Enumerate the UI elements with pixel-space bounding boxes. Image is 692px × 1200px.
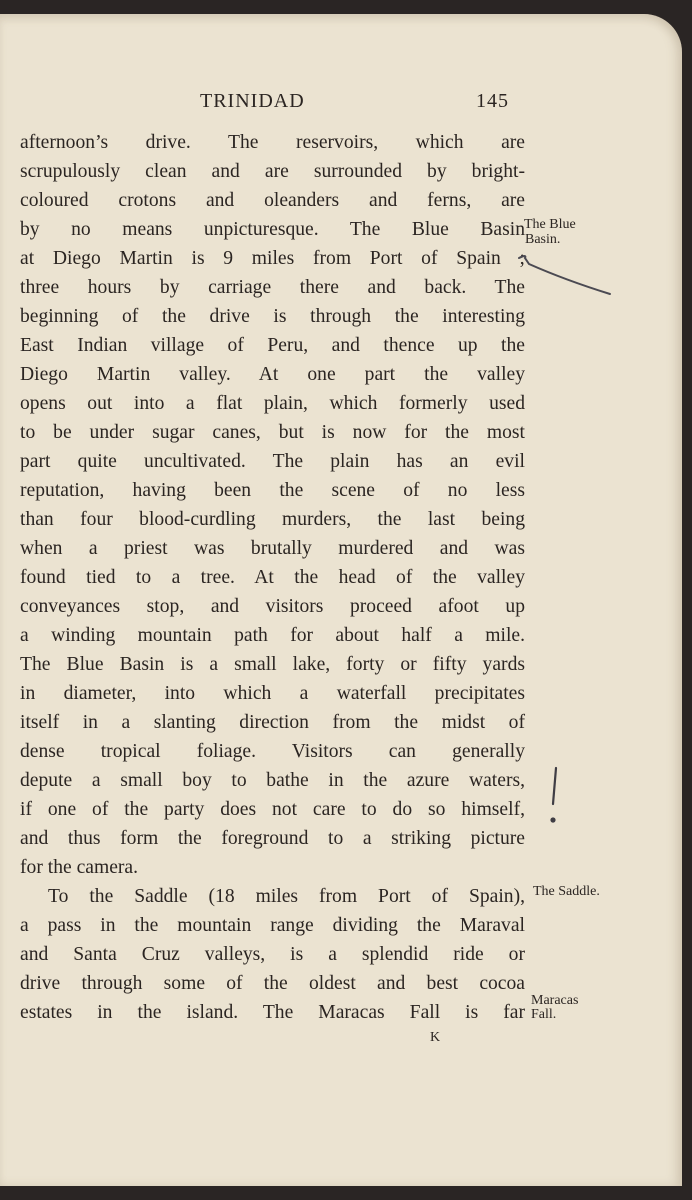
running-title: TRINIDAD xyxy=(200,90,305,112)
text-line: if one of the party does not care to do so himself, xyxy=(20,799,525,820)
margin-note-line: Basin. xyxy=(525,232,561,247)
margin-note-saddle xyxy=(533,884,600,899)
signature-mark: K xyxy=(430,1030,441,1045)
text-line: itself in a slanting direction from the midst of xyxy=(20,712,525,733)
text-line: three hours by carriage there and back. The xyxy=(20,277,525,298)
text-line: at Diego Martin is 9 miles from Port of Spain ; xyxy=(20,248,525,269)
exclamation-pencil-mark xyxy=(544,764,564,826)
margin-note-line: The Saddle. xyxy=(533,884,600,899)
text-line: found tied to a tree. At the head of the valley xyxy=(20,567,525,588)
text-line: than four blood-curdling murders, the last being xyxy=(20,509,525,530)
page-number: 145 xyxy=(476,90,509,112)
text-line: Diego Martin valley. At one part the valley xyxy=(20,364,525,385)
text-line: by no means unpicturesque. The Blue Basin xyxy=(20,219,525,240)
text-line: estates in the island. The Maracas Fall is far xyxy=(20,1002,525,1023)
margin-note-blue-basin xyxy=(524,217,576,247)
text-line: dense tropical foliage. Visitors can generally xyxy=(20,741,525,762)
text-line: to be under sugar canes, but is now for the most xyxy=(20,422,525,443)
text-line: reputation, having been the scene of no less xyxy=(20,480,525,501)
margin-note-line: Fall. xyxy=(531,1007,557,1022)
body-text xyxy=(20,128,525,1027)
text-line: when a priest was brutally murdered and was xyxy=(20,538,525,559)
text-line: The Blue Basin is a small lake, forty or fifty yards xyxy=(20,654,525,675)
text-line: To the Saddle (18 miles from Port of Spain), xyxy=(48,886,525,907)
pencil-annotation-mark xyxy=(505,250,625,300)
text-line: conveyances stop, and visitors proceed afoot up xyxy=(20,596,525,617)
text-line: drive through some of the oldest and best cocoa xyxy=(20,973,525,994)
paragraph xyxy=(20,882,525,1027)
text-line: in diameter, into which a waterfall precipitates xyxy=(20,683,525,704)
text-line: part quite uncultivated. The plain has an evil xyxy=(20,451,525,472)
text-line: opens out into a flat plain, which formerly used xyxy=(20,393,525,414)
paragraph xyxy=(20,128,525,882)
text-line: depute a small boy to bathe in the azure waters, xyxy=(20,770,525,791)
text-line: East Indian village of Peru, and thence up the xyxy=(20,335,525,356)
text-line: beginning of the drive is through the interesting xyxy=(20,306,525,327)
margin-note-line: The Blue xyxy=(524,217,576,232)
text-line: for the camera. xyxy=(20,857,139,878)
text-line: and thus form the foreground to a striking picture xyxy=(20,828,525,849)
text-line: coloured crotons and oleanders and ferns, are xyxy=(20,190,525,211)
text-line: afternoon’s drive. The reservoirs, which are xyxy=(20,132,525,153)
text-line: a winding mountain path for about half a mile. xyxy=(20,625,525,646)
text-line: scrupulously clean and are surrounded by bright- xyxy=(20,161,525,182)
margin-note-maracas xyxy=(531,994,578,1022)
text-line: and Santa Cruz valleys, is a splendid ride or xyxy=(20,944,525,965)
text-line: a pass in the mountain range dividing the Maraval xyxy=(20,915,525,936)
margin-note-line: Maracas xyxy=(531,993,579,1008)
